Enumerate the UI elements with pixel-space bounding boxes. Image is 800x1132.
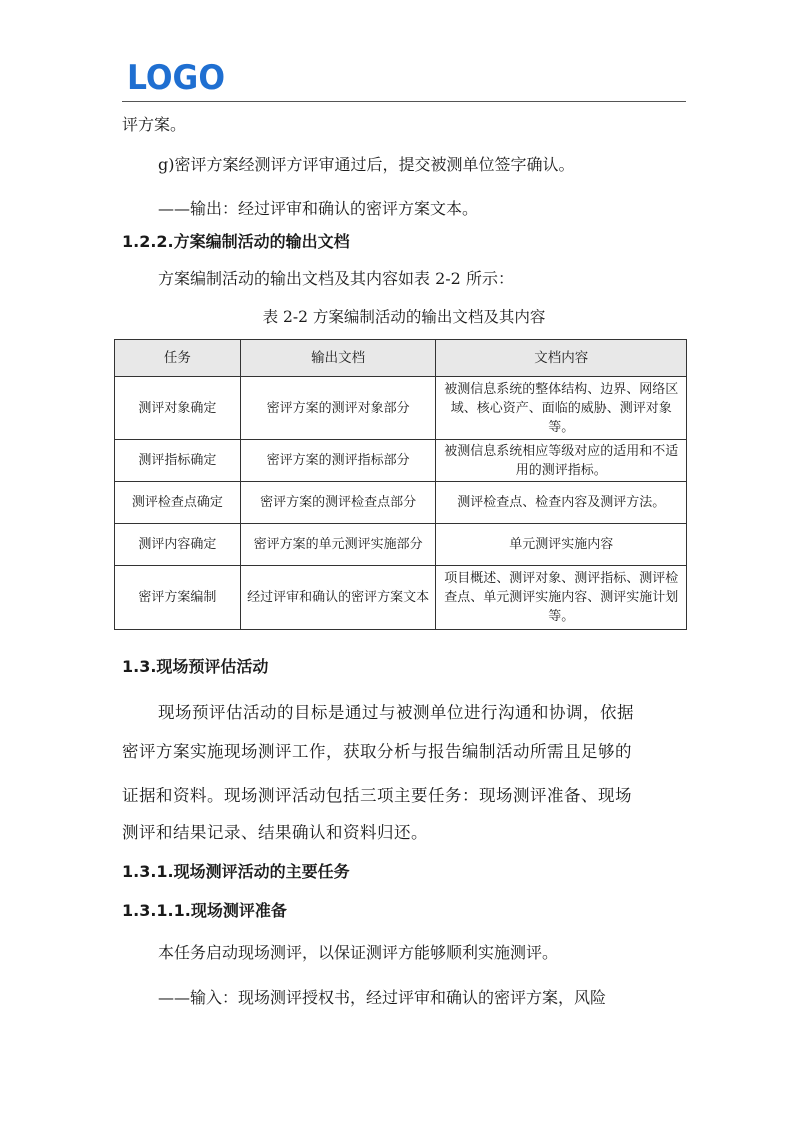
table-row bbox=[115, 440, 687, 482]
table-cell-doc: 经过评审和确认的密评方案文本 bbox=[240, 566, 436, 630]
section-heading: 1.3.1.现场测评活动的主要任务 bbox=[122, 862, 350, 881]
section-heading: 1.3.1.1.现场测评准备 bbox=[122, 901, 287, 920]
table-cell-task: 测评内容确定 bbox=[115, 524, 241, 566]
paragraph-line: 评方案。 bbox=[122, 115, 187, 134]
column-header: 文档内容 bbox=[436, 340, 687, 377]
logo bbox=[127, 62, 227, 92]
table-row bbox=[115, 377, 687, 440]
table-cell-task: 密评方案编制 bbox=[115, 566, 241, 630]
table-cell-content: 单元测评实施内容 bbox=[436, 524, 687, 566]
table-cell-doc: 密评方案的测评对象部分 bbox=[240, 377, 436, 440]
column-header: 任务 bbox=[115, 340, 241, 377]
paragraph-line: 密评方案实施现场测评工作，获取分析与报告编制活动所需且足够的 bbox=[122, 742, 632, 761]
column-header: 输出文档 bbox=[240, 340, 436, 377]
paragraph-line: ——输出：经过评审和确认的密评方案文本。 bbox=[158, 199, 479, 218]
table-cell-doc: 密评方案的单元测评实施部分 bbox=[240, 524, 436, 566]
table-cell-content: 测评检查点、检查内容及测评方法。 bbox=[436, 482, 687, 524]
table-caption: 表 2-2 方案编制活动的输出文档及其内容 bbox=[262, 308, 546, 326]
table-cell-content: 被测信息系统的整体结构、边界、网络区域、核心资产、面临的威胁、测评对象等。 bbox=[436, 377, 687, 440]
table-cell-content: 项目概述、测评对象、测评指标、测评检查点、单元测评实施内容、测评实施计划等。 bbox=[436, 566, 687, 630]
table-cell-task: 测评指标确定 bbox=[115, 440, 241, 482]
table-row bbox=[115, 524, 687, 566]
paragraph-line: g)密评方案经测评方评审通过后，提交被测单位签字确认。 bbox=[158, 155, 575, 174]
table-row bbox=[115, 482, 687, 524]
table-header-row bbox=[115, 340, 687, 377]
table-row bbox=[115, 566, 687, 630]
paragraph-line: ——输入：现场测评授权书，经过评审和确认的密评方案，风险 bbox=[158, 988, 607, 1007]
section-heading: 1.3.现场预评估活动 bbox=[122, 657, 269, 676]
table-cell-doc: 密评方案的测评检查点部分 bbox=[240, 482, 436, 524]
section-heading: 1.2.2.方案编制活动的输出文档 bbox=[122, 232, 350, 251]
paragraph-line: 证据和资料。现场测评活动包括三项主要任务：现场测评准备、现场 bbox=[122, 786, 632, 805]
paragraph-line: 测评和结果记录、结果确认和资料归还。 bbox=[122, 823, 428, 842]
paragraph-line: 方案编制活动的输出文档及其内容如表 2-2 所示： bbox=[158, 269, 514, 288]
logo-text: LOGO bbox=[127, 62, 225, 92]
table-cell-task: 测评对象确定 bbox=[115, 377, 241, 440]
table-cell-doc: 密评方案的测评指标部分 bbox=[240, 440, 436, 482]
header-divider bbox=[122, 101, 686, 102]
paragraph-line: 本任务启动现场测评，以保证测评方能够顺利实施测评。 bbox=[158, 943, 559, 962]
output-documents-table bbox=[114, 339, 687, 630]
paragraph-line: 现场预评估活动的目标是通过与被测单位进行沟通和协调，依据 bbox=[158, 703, 634, 722]
table-cell-content: 被测信息系统相应等级对应的适用和不适用的测评指标。 bbox=[436, 440, 687, 482]
table-cell-task: 测评检查点确定 bbox=[115, 482, 241, 524]
